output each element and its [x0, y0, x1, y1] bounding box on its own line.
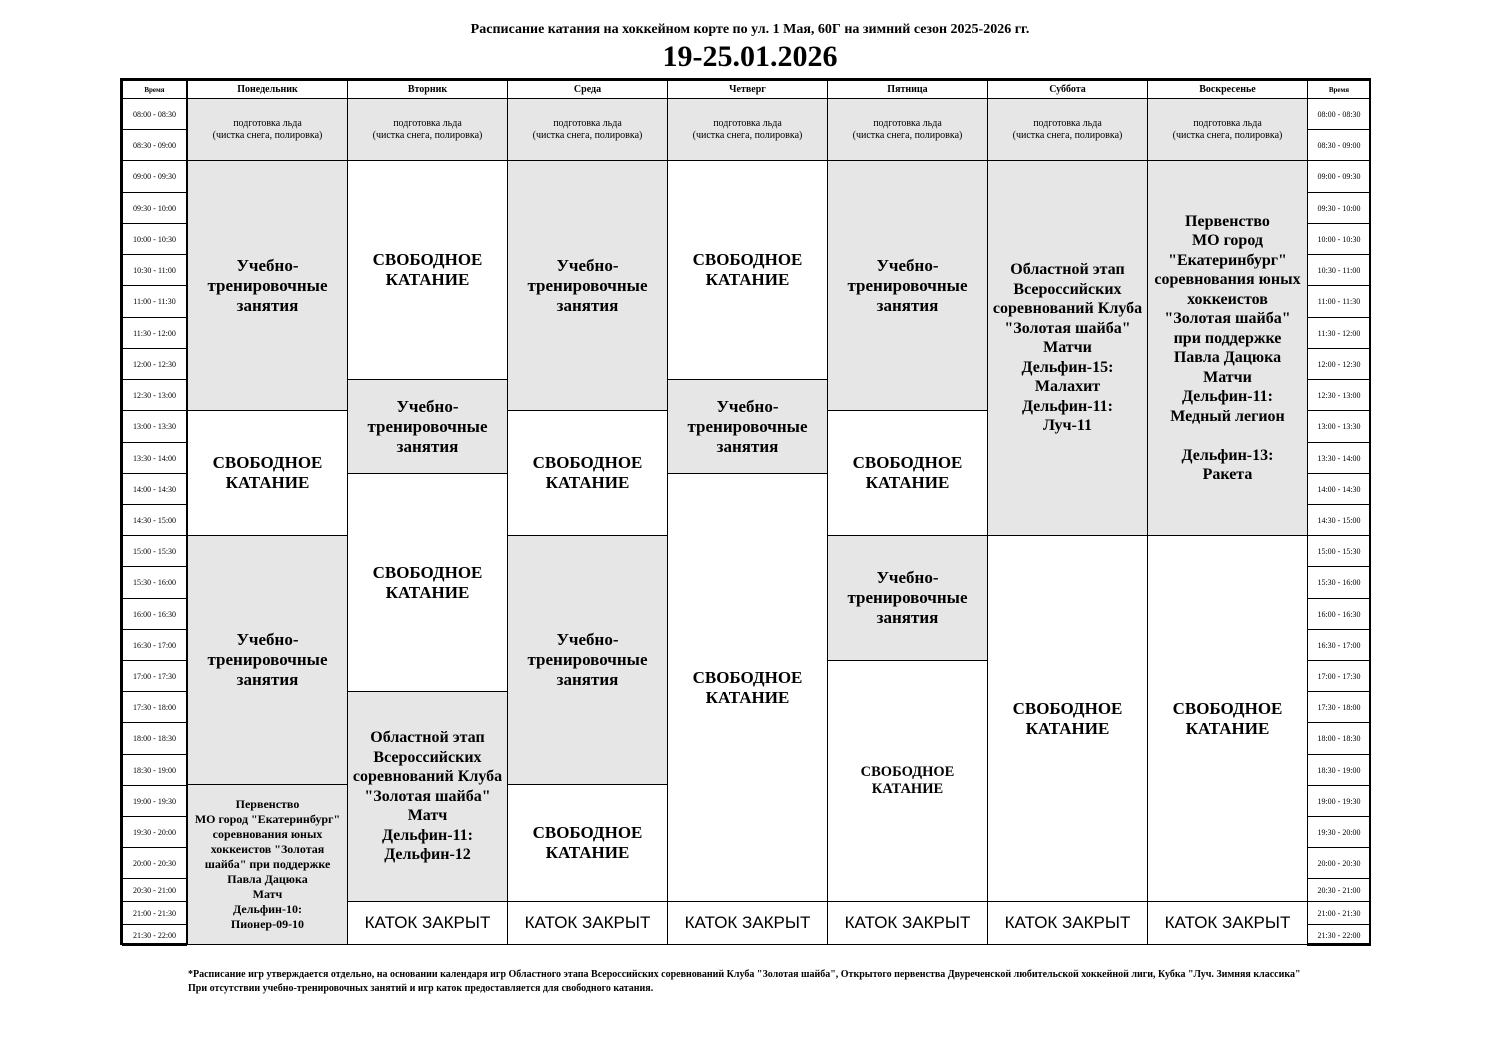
time-slot-left: 14:00 - 14:30 [122, 473, 187, 505]
time-slot-left: 08:30 - 09:00 [122, 129, 187, 161]
ice-prep-saturday: подготовка льда (чистка снега, полировка) [987, 98, 1148, 161]
time-slot-left: 18:00 - 18:30 [122, 722, 187, 755]
ice-prep-sunday: подготовка льда (чистка снега, полировка) [1147, 98, 1308, 161]
free-skating-sunday-afternoon: СВОБОДНОЕ КАТАНИЕ [1147, 535, 1308, 902]
time-slot-right: 21:30 - 22:00 [1307, 924, 1371, 946]
time-slot-right: 17:00 - 17:30 [1307, 660, 1371, 692]
time-slot-left: 08:00 - 08:30 [122, 98, 187, 130]
free-skating-friday-evening: СВОБОДНОЕ КАТАНИЕ [827, 660, 988, 902]
time-slot-left: 17:30 - 18:00 [122, 691, 187, 723]
time-slot-left: 11:30 - 12:00 [122, 317, 187, 349]
time-slot-left: 19:30 - 20:00 [122, 816, 187, 848]
time-slot-left: 19:00 - 19:30 [122, 785, 187, 817]
time-slot-right: 08:30 - 09:00 [1307, 129, 1371, 161]
time-slot-left: 16:30 - 17:00 [122, 629, 187, 661]
time-slot-right: 20:30 - 21:00 [1307, 878, 1371, 902]
time-slot-left: 21:30 - 22:00 [122, 924, 187, 946]
ice-prep-monday: подготовка льда (чистка снега, полировка) [187, 98, 348, 161]
training-friday-afternoon: Учебно- тренировочные занятия [827, 535, 988, 661]
time-slot-right: 20:00 - 20:30 [1307, 847, 1371, 879]
ice-prep-tuesday: подготовка льда (чистка снега, полировка) [347, 98, 508, 161]
time-slot-right: 09:00 - 09:30 [1307, 160, 1371, 193]
time-slot-left: 12:00 - 12:30 [122, 348, 187, 380]
schedule-table [120, 78, 1371, 945]
matches-sunday: Первенство МО город "Екатеринбург" соревнования юных хоккеистов "Золотая шайба" при поддержке Павла Дацюка Матчи Дельфин-11: Медный легион Дельфин-13: Ракета [1147, 160, 1308, 536]
free-skating-friday-afternoon: СВОБОДНОЕ КАТАНИЕ [827, 410, 988, 536]
time-slot-left: 09:00 - 09:30 [122, 160, 187, 193]
matches-saturday: Областной этап Всероссийских соревнований Клуба "Золотая шайба" Матчи Дельфин-15: Малахит Дельфин-11: Луч-11 [987, 160, 1148, 536]
free-skating-wednesday-afternoon: СВОБОДНОЕ КАТАНИЕ [507, 410, 668, 536]
time-slot-right: 15:30 - 16:00 [1307, 566, 1371, 599]
header-friday: Пятница [827, 80, 988, 99]
footnote-free-skating: При отсутствии учебно-тренировочных занятий и игр каток предоставляется для свободного катания. [188, 983, 654, 994]
ice-prep-friday: подготовка льда (чистка снега, полировка) [827, 98, 988, 161]
time-slot-right: 18:00 - 18:30 [1307, 722, 1371, 755]
time-slot-left: 21:00 - 21:30 [122, 901, 187, 925]
time-slot-right: 13:00 - 13:30 [1307, 410, 1371, 443]
time-slot-right: 09:30 - 10:00 [1307, 192, 1371, 224]
header-monday: Понедельник [187, 80, 348, 99]
time-slot-left: 11:00 - 11:30 [122, 285, 187, 318]
time-slot-left: 10:00 - 10:30 [122, 223, 187, 255]
footnotes [188, 968, 1368, 996]
free-skating-wednesday-evening: СВОБОДНОЕ КАТАНИЕ [507, 784, 668, 902]
time-slot-right: 15:00 - 15:30 [1307, 535, 1371, 567]
time-slot-left: 20:30 - 21:00 [122, 878, 187, 902]
training-wednesday-morning: Учебно- тренировочные занятия [507, 160, 668, 411]
time-slot-right: 12:30 - 13:00 [1307, 379, 1371, 411]
training-tuesday-midday: Учебно- тренировочные занятия [347, 379, 508, 474]
rink-closed-wednesday: КАТОК ЗАКРЫТ [507, 901, 668, 945]
rink-closed-sunday: КАТОК ЗАКРЫТ [1147, 901, 1308, 945]
header-time-left: Время [122, 80, 187, 99]
time-slot-right: 21:00 - 21:30 [1307, 901, 1371, 925]
match-monday-evening: Первенство МО город "Екатеринбург" соревнования юных хоккеистов "Золотая шайба" при поддержке Павла Дацюка Матч Дельфин-10: Пионер-09-10 [187, 784, 348, 945]
rink-closed-tuesday: КАТОК ЗАКРЫТ [347, 901, 508, 945]
free-skating-tuesday-afternoon: СВОБОДНОЕ КАТАНИЕ [347, 473, 508, 692]
week-date-range: 19-25.01.2026 [662, 40, 838, 73]
time-slot-left: 13:00 - 13:30 [122, 410, 187, 443]
header-tuesday: Вторник [347, 80, 508, 99]
ice-prep-wednesday: подготовка льда (чистка снега, полировка) [507, 98, 668, 161]
time-slot-left: 15:30 - 16:00 [122, 566, 187, 599]
time-slot-left: 12:30 - 13:00 [122, 379, 187, 411]
header-thursday: Четверг [667, 80, 828, 99]
time-slot-right: 16:00 - 16:30 [1307, 598, 1371, 630]
time-slot-right: 19:00 - 19:30 [1307, 785, 1371, 817]
footnote-games-schedule: *Расписание игр утверждается отдельно, на основании календаря игр Областного этапа Всероссийских соревнований Клуба "Золотая шайба", Открытого первенства Двуреченской любительской хоккейной лиги, Кубка "Луч. Зимняя классика" [188, 969, 1301, 980]
time-slot-left: 10:30 - 11:00 [122, 254, 187, 286]
header-sunday: Воскресенье [1147, 80, 1308, 99]
rink-closed-thursday: КАТОК ЗАКРЫТ [667, 901, 828, 945]
time-slot-right: 14:00 - 14:30 [1307, 473, 1371, 505]
free-skating-saturday-afternoon: СВОБОДНОЕ КАТАНИЕ [987, 535, 1148, 902]
time-slot-right: 10:00 - 10:30 [1307, 223, 1371, 255]
rink-closed-saturday: КАТОК ЗАКРЫТ [987, 901, 1148, 945]
header-saturday: Суббота [987, 80, 1148, 99]
free-skating-thursday-afternoon: СВОБОДНОЕ КАТАНИЕ [667, 473, 828, 902]
time-slot-left: 13:30 - 14:00 [122, 442, 187, 474]
time-slot-right: 17:30 - 18:00 [1307, 691, 1371, 723]
time-slot-left: 18:30 - 19:00 [122, 754, 187, 786]
time-slot-right: 19:30 - 20:00 [1307, 816, 1371, 848]
time-slot-left: 16:00 - 16:30 [122, 598, 187, 630]
match-tuesday-evening: Областной этап Всероссийских соревнований Клуба "Золотая шайба" Матч Дельфин-11: Дельфин-12 [347, 691, 508, 902]
training-monday-evening: Учебно- тренировочные занятия [187, 535, 348, 785]
time-slot-left: 09:30 - 10:00 [122, 192, 187, 224]
time-slot-left: 17:00 - 17:30 [122, 660, 187, 692]
training-wednesday-evening: Учебно- тренировочные занятия [507, 535, 668, 785]
free-skating-tuesday-morning: СВОБОДНОЕ КАТАНИЕ [347, 160, 508, 380]
time-slot-right: 11:30 - 12:00 [1307, 317, 1371, 349]
time-slot-right: 13:30 - 14:00 [1307, 442, 1371, 474]
time-slot-right: 10:30 - 11:00 [1307, 254, 1371, 286]
rink-closed-friday: КАТОК ЗАКРЫТ [827, 901, 988, 945]
time-slot-right: 16:30 - 17:00 [1307, 629, 1371, 661]
time-slot-left: 15:00 - 15:30 [122, 535, 187, 567]
training-friday-morning: Учебно- тренировочные занятия [827, 160, 988, 411]
free-skating-thursday-morning: СВОБОДНОЕ КАТАНИЕ [667, 160, 828, 380]
time-slot-right: 12:00 - 12:30 [1307, 348, 1371, 380]
time-slot-left: 20:00 - 20:30 [122, 847, 187, 879]
time-slot-right: 11:00 - 11:30 [1307, 285, 1371, 318]
header-time-right: Время [1307, 80, 1371, 99]
header-wednesday: Среда [507, 80, 668, 99]
free-skating-monday-afternoon: СВОБОДНОЕ КАТАНИЕ [187, 410, 348, 536]
training-thursday-midday: Учебно- тренировочные занятия [667, 379, 828, 474]
time-slot-right: 18:30 - 19:00 [1307, 754, 1371, 786]
training-monday-morning: Учебно- тренировочные занятия [187, 160, 348, 411]
time-slot-left: 14:30 - 15:00 [122, 504, 187, 536]
schedule-title: Расписание катания на хоккейном корте по ул. 1 Мая, 60Г на зимний сезон 2025-2026 гг. [470, 22, 1030, 37]
time-slot-right: 14:30 - 15:00 [1307, 504, 1371, 536]
time-slot-right: 08:00 - 08:30 [1307, 98, 1371, 130]
ice-prep-thursday: подготовка льда (чистка снега, полировка) [667, 98, 828, 161]
